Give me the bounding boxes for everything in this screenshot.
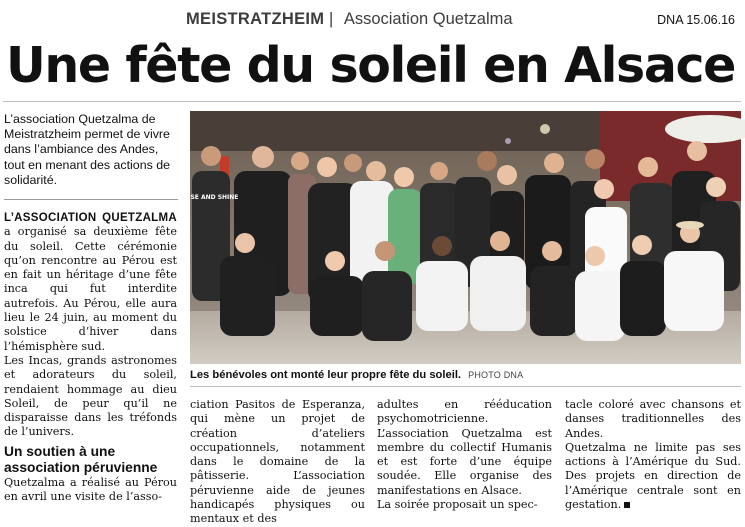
article-col4-paragraph-1: tacle coloré avec chansons et danses traditionnelles des Andes.	[565, 398, 741, 440]
kicker-separator: |	[328, 10, 334, 28]
article-paragraph-1: a organisé sa deuxième fête du soleil. Cette cérémonie qu’on rencontre au Pérou est en fait un héritage d’une fête inca qui fut interdite autrefois. Au Pérou, elle aura lieu le 24 juin, au moment du solstice d’hiver dans l’hémisphère sud.	[4, 225, 177, 353]
article-column-2: ciation Pasitos de Esperanza, qui mène un projet de création d’ateliers occupationnels, notamment dans le domaine de la pâtisserie. L’association péruvienne aide de jeunes handicapés physiques ou mentaux et des	[190, 398, 365, 526]
article-column-3	[377, 398, 552, 512]
shirt-text: RISE AND SHINE	[183, 194, 239, 201]
caption-rule	[190, 386, 741, 387]
article-paragraph-3: Quetzalma a réalisé au Pérou en avril une visite de l’asso-	[4, 476, 177, 504]
kicker-town: MEISTRATZHEIM	[186, 10, 325, 28]
caption-text: Les bénévoles ont monté leur propre fête du soleil.	[190, 369, 462, 381]
article-col3-paragraph-2: L’association Quetzalma est membre du collectif Humanis et est forte d’une équipe soudée. Elle organise des manifestations en Alsace.	[377, 426, 552, 497]
intro-rule	[4, 199, 178, 200]
headline-rule	[3, 101, 741, 102]
article-col4-paragraph-2: Quetzalma ne limite pas ses actions à l’Amérique du Sud. Des projets en direction de l’Amérique centrale sont en gestation.	[565, 440, 741, 512]
kicker-association: Association Quetzalma	[343, 10, 513, 28]
article-lead: L’ASSOCIATION QUETZALMA	[4, 212, 177, 224]
headline: Une fête du soleil en Alsace	[6, 37, 735, 94]
article-column-1	[4, 211, 177, 440]
article-subhead: Un soutien à une association péruvienne	[4, 444, 158, 475]
group-photo	[183, 111, 741, 364]
article-col3-paragraph-3: La soirée proposait un spec-	[377, 498, 538, 512]
photo-credit: PHOTO DNA	[468, 370, 524, 380]
intro-text: L’association Quetzalma de Meistratzheim permet de vivre dans l’ambiance des Andes, tout en menant des actions de solidarité.	[4, 112, 171, 187]
end-mark	[624, 502, 630, 508]
article-column-4	[565, 398, 741, 512]
photo-caption	[190, 368, 741, 382]
kicker	[186, 9, 513, 29]
article-col3-paragraph-1: adultes en rééducation psychomotricienne.	[377, 398, 552, 426]
article-paragraph-2: Les Incas, grands astronomes et adorateurs du soleil, rendaient hommage au dieu Soleil, de peur qu’il ne disparaisse dans les tréfonds de l’univers.	[4, 353, 177, 439]
source-date: DNA 15.06.16	[657, 13, 735, 27]
